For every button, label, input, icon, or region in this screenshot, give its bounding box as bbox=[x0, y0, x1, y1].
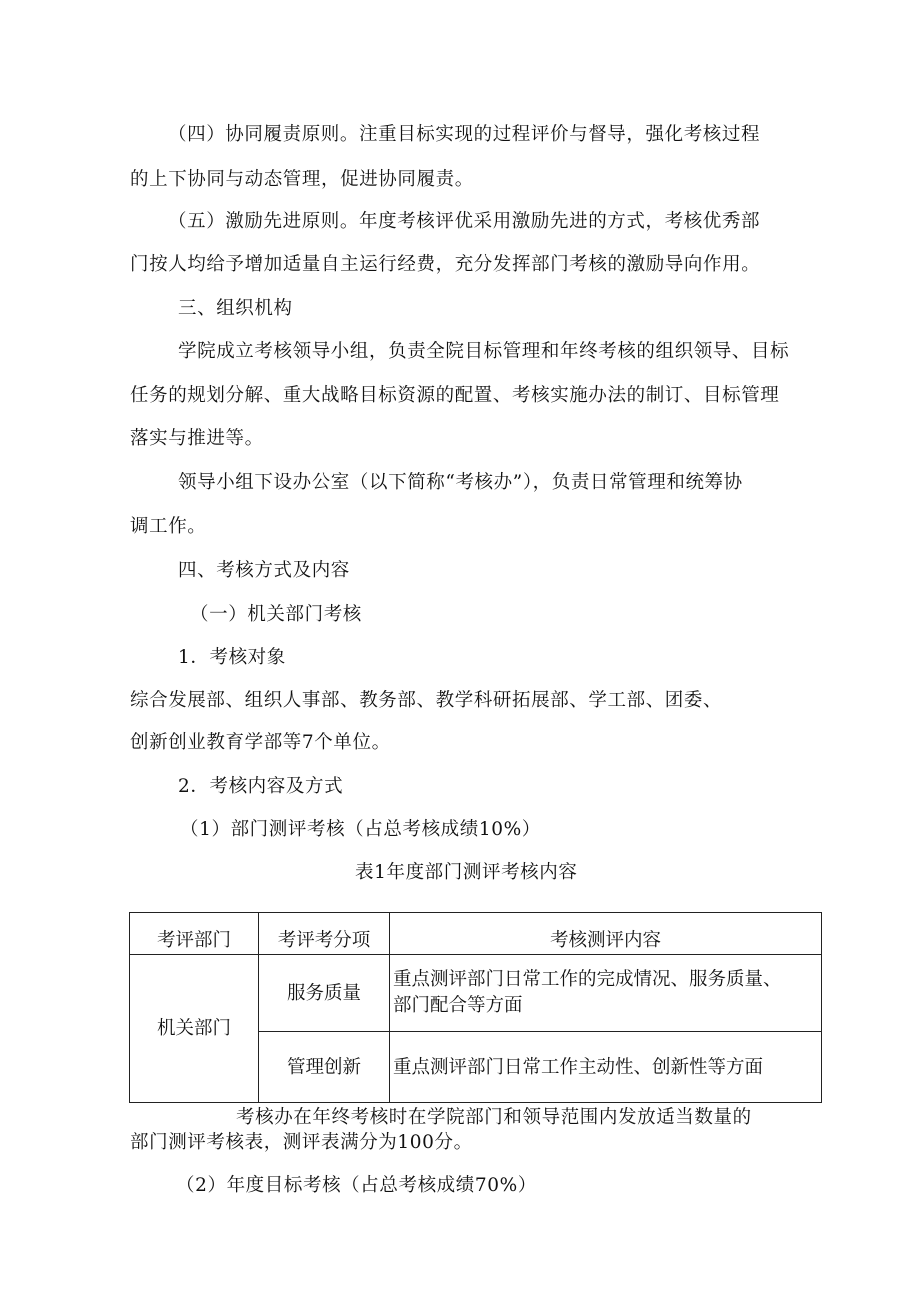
content-cell bbox=[390, 955, 822, 1032]
section-heading: 四、考核方式及内容 bbox=[178, 560, 350, 581]
header-cell: 考核测评内容 bbox=[390, 913, 822, 955]
paragraph-line: 任务的规划分解、重大战略目标资源的配置、考核实施办法的制订、目标管理 bbox=[130, 385, 780, 406]
paragraph-line: 考核办在年终考核时在学院部门和领导范围内发放适当数量的 bbox=[236, 1107, 752, 1128]
paragraph-line: 的上下协同与动态管理，促进协同履责。 bbox=[130, 169, 474, 190]
paragraph-line: 门按人均给予增加适量自主运行经费，充分发挥部门考核的激励导向作用。 bbox=[130, 254, 761, 275]
content-line: 重点测评部门日常工作的完成情况、服务质量、 bbox=[393, 969, 782, 990]
paragraph-line: 领导小组下设办公室（以下简称“考核办”），负责日常管理和统筹协 bbox=[178, 472, 743, 493]
subsection-heading: （2）年度目标考核（占总考核成绩70%） bbox=[176, 1175, 537, 1196]
paragraph-line: （五）激励先进原则。年度考核评优采用激励先进的方式，考核优秀部 bbox=[168, 211, 761, 232]
item-cell: 管理创新 bbox=[259, 1032, 390, 1103]
table-caption: 表1年度部门测评考核内容 bbox=[355, 862, 578, 883]
paragraph-line: 综合发展部、组织人事部、教务部、教学科研拓展部、学工部、团委、 bbox=[130, 690, 723, 711]
paragraph-line: 调工作。 bbox=[130, 516, 207, 537]
content-line: 部门配合等方面 bbox=[393, 995, 523, 1016]
header-cell: 考评考分项 bbox=[259, 913, 390, 955]
paragraph-line: 学院成立考核领导小组，负责全院目标管理和年终考核的组织领导、目标 bbox=[178, 341, 790, 362]
subsection-heading: 2．考核内容及方式 bbox=[178, 776, 344, 797]
header-cell: 考评部门 bbox=[130, 913, 259, 955]
paragraph-line: 创新创业教育学部等7个单位。 bbox=[130, 732, 391, 753]
evaluation-table bbox=[129, 912, 822, 1103]
subsection-heading: 1．考核对象 bbox=[178, 647, 286, 668]
paragraph-line: （四）协同履责原则。注重目标实现的过程评价与督导，强化考核过程 bbox=[168, 124, 761, 145]
section-heading: 三、组织机构 bbox=[178, 298, 293, 319]
subsection-heading: （1）部门测评考核（占总考核成绩10%） bbox=[180, 819, 541, 840]
subsection-heading: （一）机关部门考核 bbox=[190, 604, 362, 625]
paragraph-line: 部门测评考核表，测评表满分为100分。 bbox=[130, 1132, 473, 1153]
paragraph-line: 落实与推进等。 bbox=[130, 428, 264, 449]
item-cell: 服务质量 bbox=[259, 955, 390, 1032]
content-cell: 重点测评部门日常工作主动性、创新性等方面 bbox=[390, 1032, 822, 1103]
department-cell: 机关部门 bbox=[130, 955, 259, 1103]
